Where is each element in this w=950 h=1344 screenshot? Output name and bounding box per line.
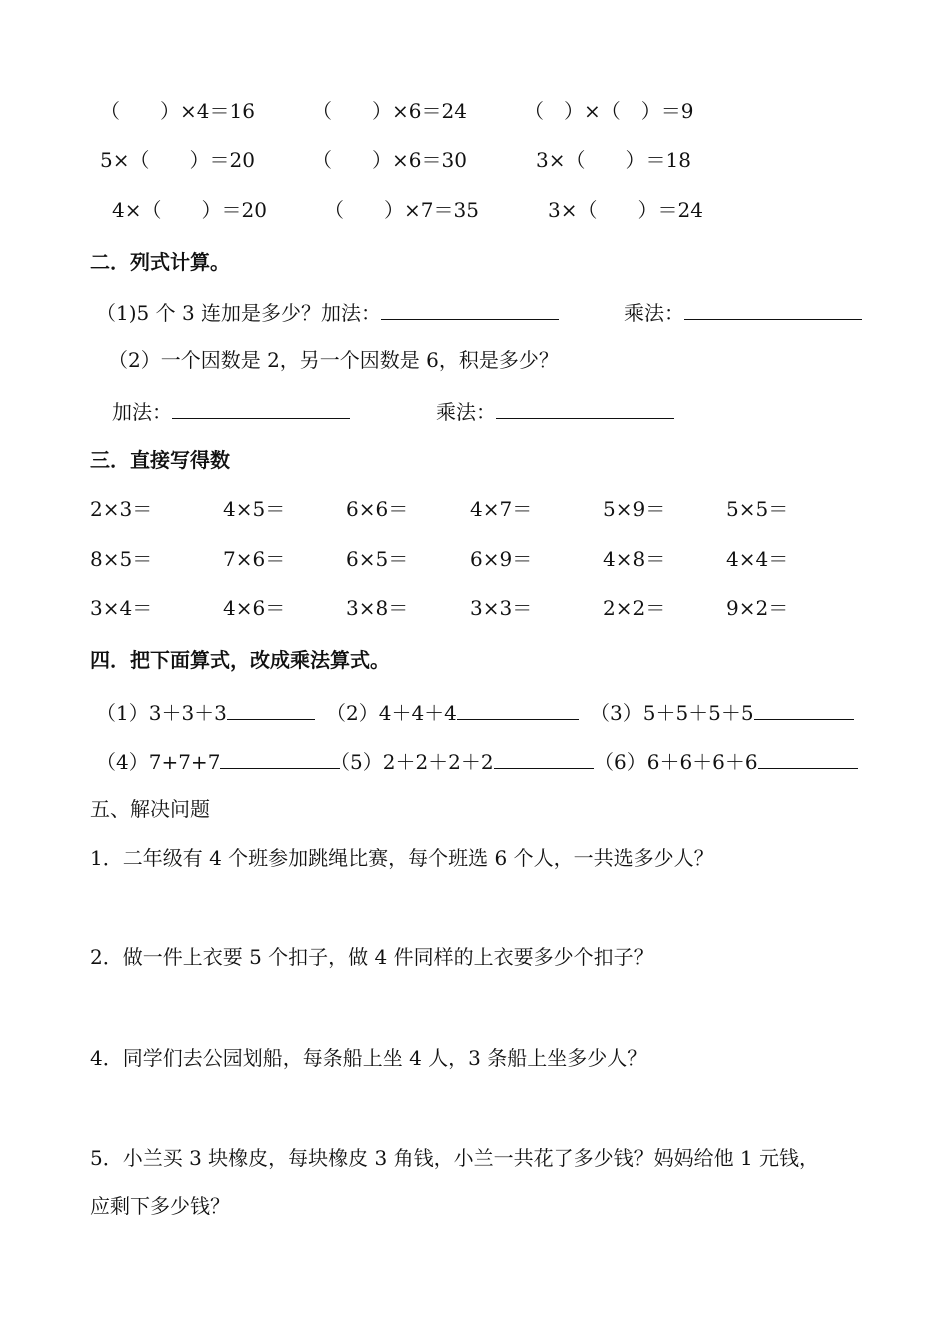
convert-item <box>96 697 315 727</box>
calc-item: 4×6＝ <box>223 596 286 620</box>
convert-expression: （4）7+7+7 <box>96 750 221 774</box>
answer-blank[interactable] <box>381 297 559 320</box>
fill-item: 5×（ ）＝20 <box>100 148 255 172</box>
calc-item: 3×3＝ <box>470 596 533 620</box>
section-2-title: 二．列式计算。 <box>90 250 230 274</box>
convert-item <box>326 697 579 727</box>
calc-item: 2×3＝ <box>90 497 153 521</box>
fill-item: （ ）×4＝16 <box>100 99 255 123</box>
word-problem-5-line-2: 应剩下多少钱？ <box>90 1194 230 1218</box>
calc-item: 8×5＝ <box>90 547 153 571</box>
calc-item: 7×6＝ <box>223 547 286 571</box>
answer-blank[interactable] <box>172 396 350 419</box>
fill-item: （ ）×6＝30 <box>312 148 467 172</box>
calc-item: 9×2＝ <box>726 596 789 620</box>
fill-item: （ ）×7＝35 <box>324 198 479 222</box>
convert-expression: （2）4＋4＋4 <box>326 701 457 725</box>
answer-blank[interactable] <box>758 746 858 769</box>
question-2-1-text: （1)5 个 3 连加是多少？加法： <box>96 301 382 325</box>
convert-expression: （6）6＋6＋6＋6 <box>594 750 758 774</box>
question-2-1 <box>96 297 559 327</box>
convert-item <box>590 697 854 727</box>
answer-blank[interactable] <box>494 746 594 769</box>
convert-item <box>594 746 858 776</box>
section-3-title: 三．直接写得数 <box>90 448 230 472</box>
convert-item <box>96 746 340 776</box>
word-problem-4: 4．同学们去公园划船，每条船上坐 4 人，3 条船上坐多少人？ <box>90 1046 648 1070</box>
mult-label: 乘法： <box>624 301 684 325</box>
convert-expression: （3）5＋5＋5＋5 <box>590 701 754 725</box>
answer-blank[interactable] <box>457 697 579 720</box>
calc-item: 4×8＝ <box>603 547 666 571</box>
section-5-title: 五、解决问题 <box>90 797 210 821</box>
fill-item: 3×（ ）＝18 <box>536 148 691 172</box>
calc-item: 4×7＝ <box>470 497 533 521</box>
question-2-2-add <box>112 396 350 426</box>
calc-item: 4×5＝ <box>223 497 286 521</box>
calc-item: 5×9＝ <box>603 497 666 521</box>
fill-item: （ ）×（ ）＝9 <box>524 99 694 123</box>
calc-item: 3×8＝ <box>346 596 409 620</box>
question-2-2: （2）一个因数是 2，另一个因数是 6，积是多少？ <box>108 348 559 372</box>
word-problem-2: 2．做一件上衣要 5 个扣子，做 4 件同样的上衣要多少个扣子？ <box>90 945 654 969</box>
fill-item: 4×（ ）＝20 <box>112 198 267 222</box>
calc-item: 6×6＝ <box>346 497 409 521</box>
convert-expression: （1）3＋3＋3 <box>96 701 227 725</box>
question-2-1-mult <box>624 297 862 327</box>
fill-item: （ ）×6＝24 <box>312 99 467 123</box>
answer-blank[interactable] <box>496 396 674 419</box>
answer-blank[interactable] <box>227 697 315 720</box>
answer-blank[interactable] <box>220 746 340 769</box>
calc-item: 5×5＝ <box>726 497 789 521</box>
mult-label: 乘法： <box>436 400 496 424</box>
calc-item: 2×2＝ <box>603 596 666 620</box>
calc-item: 6×9＝ <box>470 547 533 571</box>
calc-item: 3×4＝ <box>90 596 153 620</box>
word-problem-1: 1．二年级有 4 个班参加跳绳比赛，每个班选 6 个人，一共选多少人？ <box>90 846 714 870</box>
question-2-2-mult <box>436 396 674 426</box>
convert-expression: （5）2＋2＋2＋2 <box>330 750 494 774</box>
convert-item <box>330 746 594 776</box>
calc-item: 4×4＝ <box>726 547 789 571</box>
section-4-title: 四．把下面算式，改成乘法算式。 <box>90 648 390 672</box>
answer-blank[interactable] <box>754 697 854 720</box>
add-label: 加法： <box>112 400 172 424</box>
answer-blank[interactable] <box>684 297 862 320</box>
fill-item: 3×（ ）＝24 <box>548 198 703 222</box>
word-problem-5-line-1: 5．小兰买 3 块橡皮，每块橡皮 3 角钱，小兰一共花了多少钱？妈妈给他 1 元钱， <box>90 1146 820 1170</box>
calc-item: 6×5＝ <box>346 547 409 571</box>
